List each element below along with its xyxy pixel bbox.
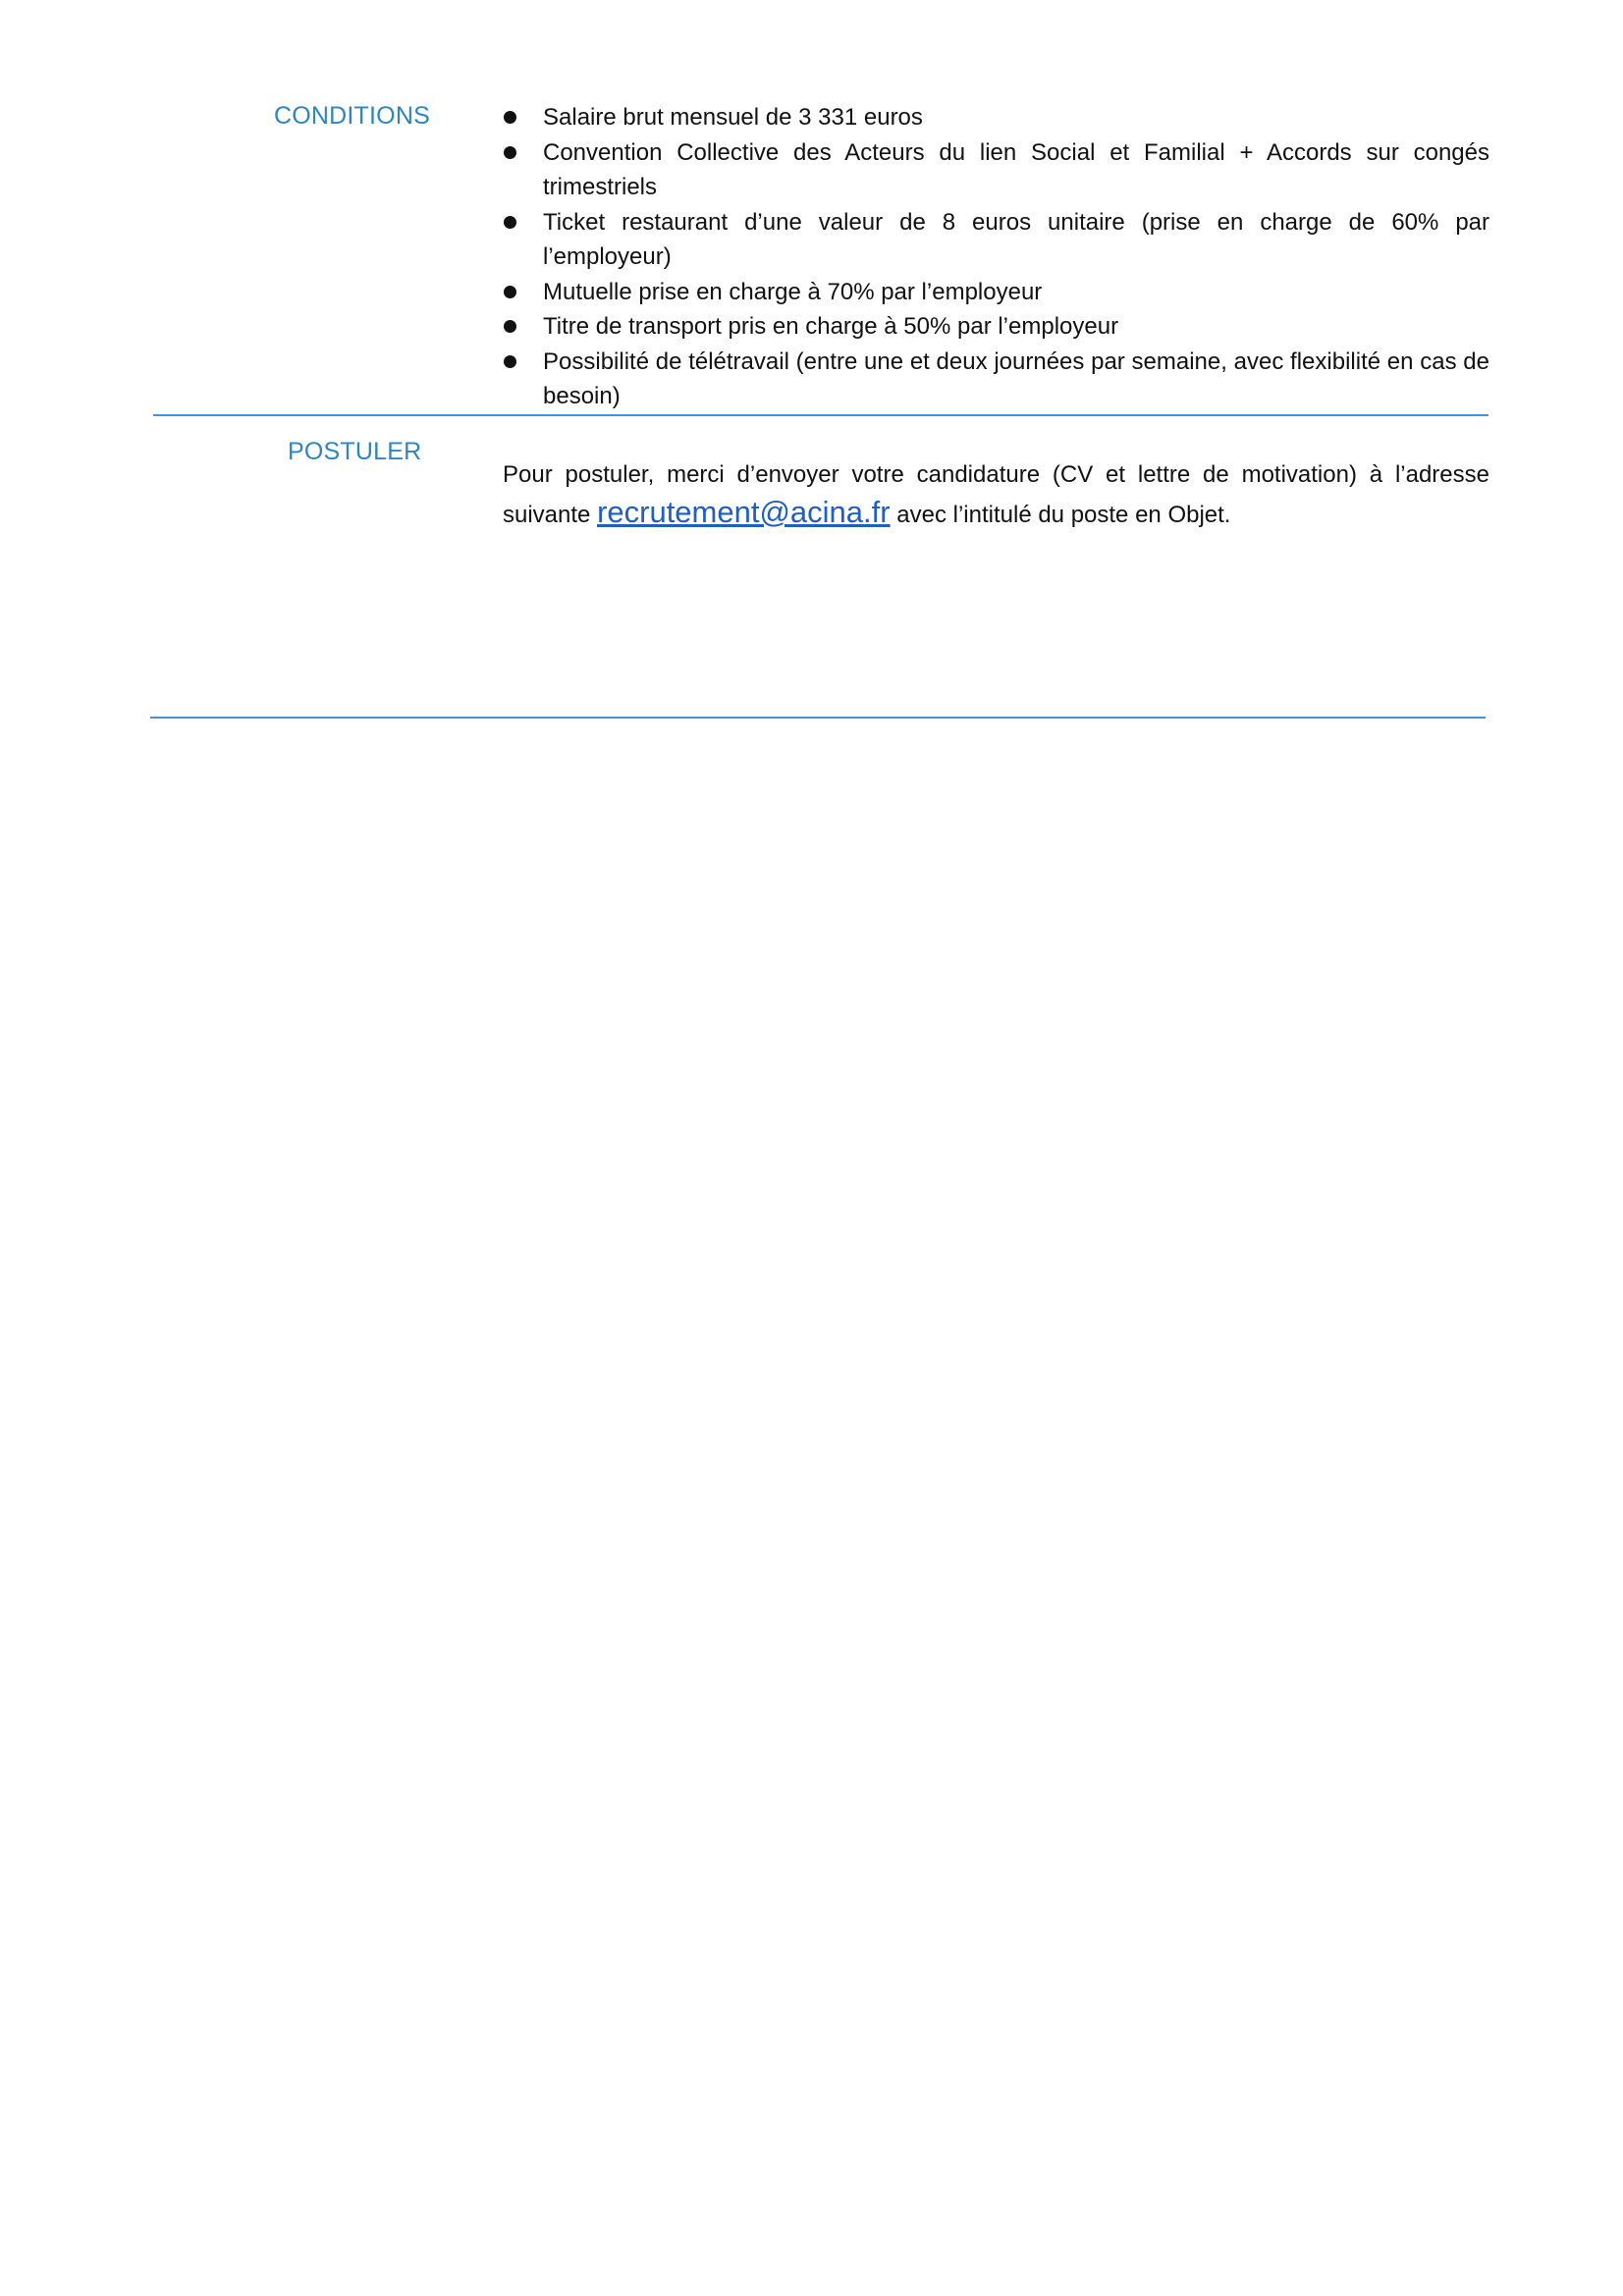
conditions-item-remote-work bbox=[496, 345, 1489, 414]
conditions-item-convention bbox=[496, 135, 1489, 205]
conditions-item-meal-ticket bbox=[496, 205, 1489, 275]
conditions-item-salary bbox=[496, 100, 1489, 135]
conditions-item-text: Convention Collective des Acteurs du lien Social et Familial + Accords sur congés trimestriels bbox=[543, 138, 1489, 200]
email-link[interactable]: recrutement@acina.fr bbox=[597, 495, 891, 529]
bullet-icon bbox=[504, 216, 516, 229]
postuler-paragraph bbox=[503, 456, 1489, 534]
conditions-item-health-insurance bbox=[496, 275, 1489, 310]
conditions-heading: CONDITIONS bbox=[274, 102, 430, 130]
conditions-item-text: Titre de transport pris en charge à 50% par l’employeur bbox=[543, 313, 1119, 340]
section-divider bbox=[153, 414, 1488, 416]
bullet-icon bbox=[504, 355, 516, 368]
conditions-item-text: Mutuelle prise en charge à 70% par l’employeur bbox=[543, 278, 1043, 305]
bullet-icon bbox=[504, 320, 516, 333]
postuler-text-before: Pour postuler, merci d’envoyer votre candidature (CV et lettre de motivation) à l’adresse suivante bbox=[503, 461, 1489, 528]
postuler-heading: POSTULER bbox=[288, 438, 422, 465]
bullet-icon bbox=[504, 146, 516, 159]
conditions-item-text: Ticket restaurant d’une valeur de 8 euros unitaire (prise en charge de 60% par l’employeur) bbox=[543, 208, 1489, 270]
conditions-item-text: Salaire brut mensuel de 3 331 euros bbox=[543, 104, 923, 131]
conditions-list bbox=[496, 100, 1489, 414]
postuler-text-after: avec l’intitulé du poste en Objet. bbox=[890, 502, 1231, 528]
bullet-icon bbox=[504, 286, 516, 298]
section-divider-bottom bbox=[150, 717, 1486, 719]
conditions-item-transport bbox=[496, 309, 1489, 345]
bullet-icon bbox=[504, 111, 516, 124]
conditions-item-text: Possibilité de télétravail (entre une et deux journées par semaine, avec flexibilité en cas de besoin) bbox=[543, 347, 1489, 409]
